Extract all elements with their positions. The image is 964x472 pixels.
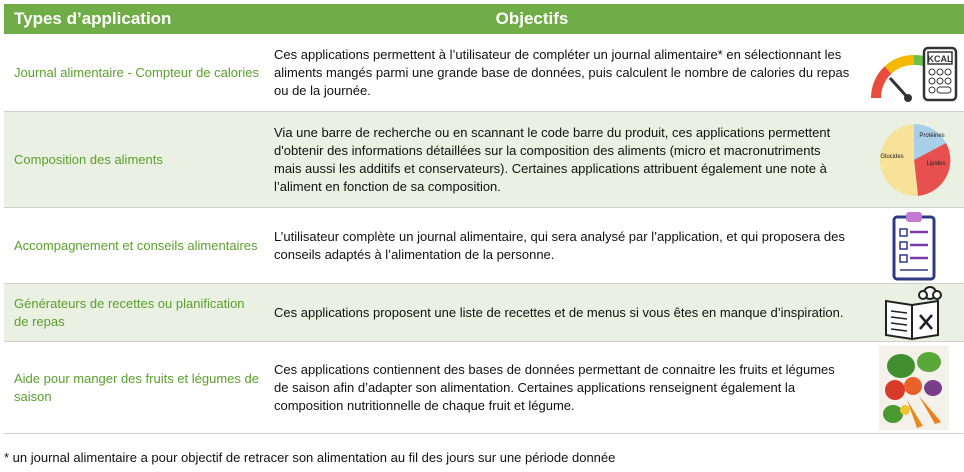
row-objective: Ces applications permettent à l’utilisateur de compléter un journal alimentaire* en sélectionnant les aliments mangés parmi une grande base de données, puis calculent le nombre de calories du repas ou de la journée. — [274, 46, 850, 98]
pie-label-lipides: Lipides — [926, 160, 946, 167]
table-row — [4, 34, 964, 112]
row-type: Composition des aliments — [14, 151, 163, 167]
calorie-meter-icon — [864, 34, 964, 111]
row-type: Accompagnement et conseils alimentaires — [14, 237, 258, 253]
pie-label-glucides: Glucides — [880, 153, 904, 160]
row-objective: L’utilisateur complète un journal alimentaire, qui sera analysé par l’application, et qui proposera des conseils adaptés à l’alimentation de la personne. — [274, 228, 845, 262]
kcal-text: KCAL — [927, 53, 953, 64]
row-objective: Via une barre de recherche ou en scannant le code barre du produit, ces applications permettent d'obtenir des informations détaillées sur la composition des aliments (micro et macronutriments mais aussi les additifs et conservateurs). Certaines applications attribuent également une note à l’aliment en fonction de sa composition. — [274, 124, 831, 194]
nutrient-pie-icon — [864, 112, 964, 207]
table-row — [4, 208, 964, 284]
row-type: Aide pour manger des fruits et légumes de saison — [14, 370, 259, 404]
pie-label-proteines: Protéines — [919, 132, 945, 139]
footnote: * un journal alimentaire a pour objectif de retracer son alimentation au fil des jours sur une période donnée — [4, 450, 616, 465]
table-row — [4, 112, 964, 208]
row-objective: Ces applications contiennent des bases de données permettant de connaitre les fruits et légumes de saison afin d’adapter son alimentation. Certaines applications renseignent également la composition nutritionnelle de chaque fruit et légume. — [274, 361, 835, 413]
vegetables-photo-icon — [864, 342, 964, 433]
row-type: Générateurs de recettes ou planification de repas — [14, 295, 245, 329]
table-row — [4, 284, 964, 342]
row-type: Journal alimentaire - Compteur de calories — [14, 64, 259, 80]
clipboard-checklist-icon — [864, 208, 964, 283]
table-row — [4, 342, 964, 434]
applications-table — [4, 4, 964, 434]
row-objective: Ces applications proposent une liste de recettes et de menus si vous êtes en manque d’inspiration. — [274, 304, 844, 320]
header-objectives: Objectifs — [495, 9, 569, 28]
header-types: Types d’application — [14, 9, 172, 28]
recipe-book-icon — [864, 284, 964, 341]
table-header — [4, 4, 964, 34]
